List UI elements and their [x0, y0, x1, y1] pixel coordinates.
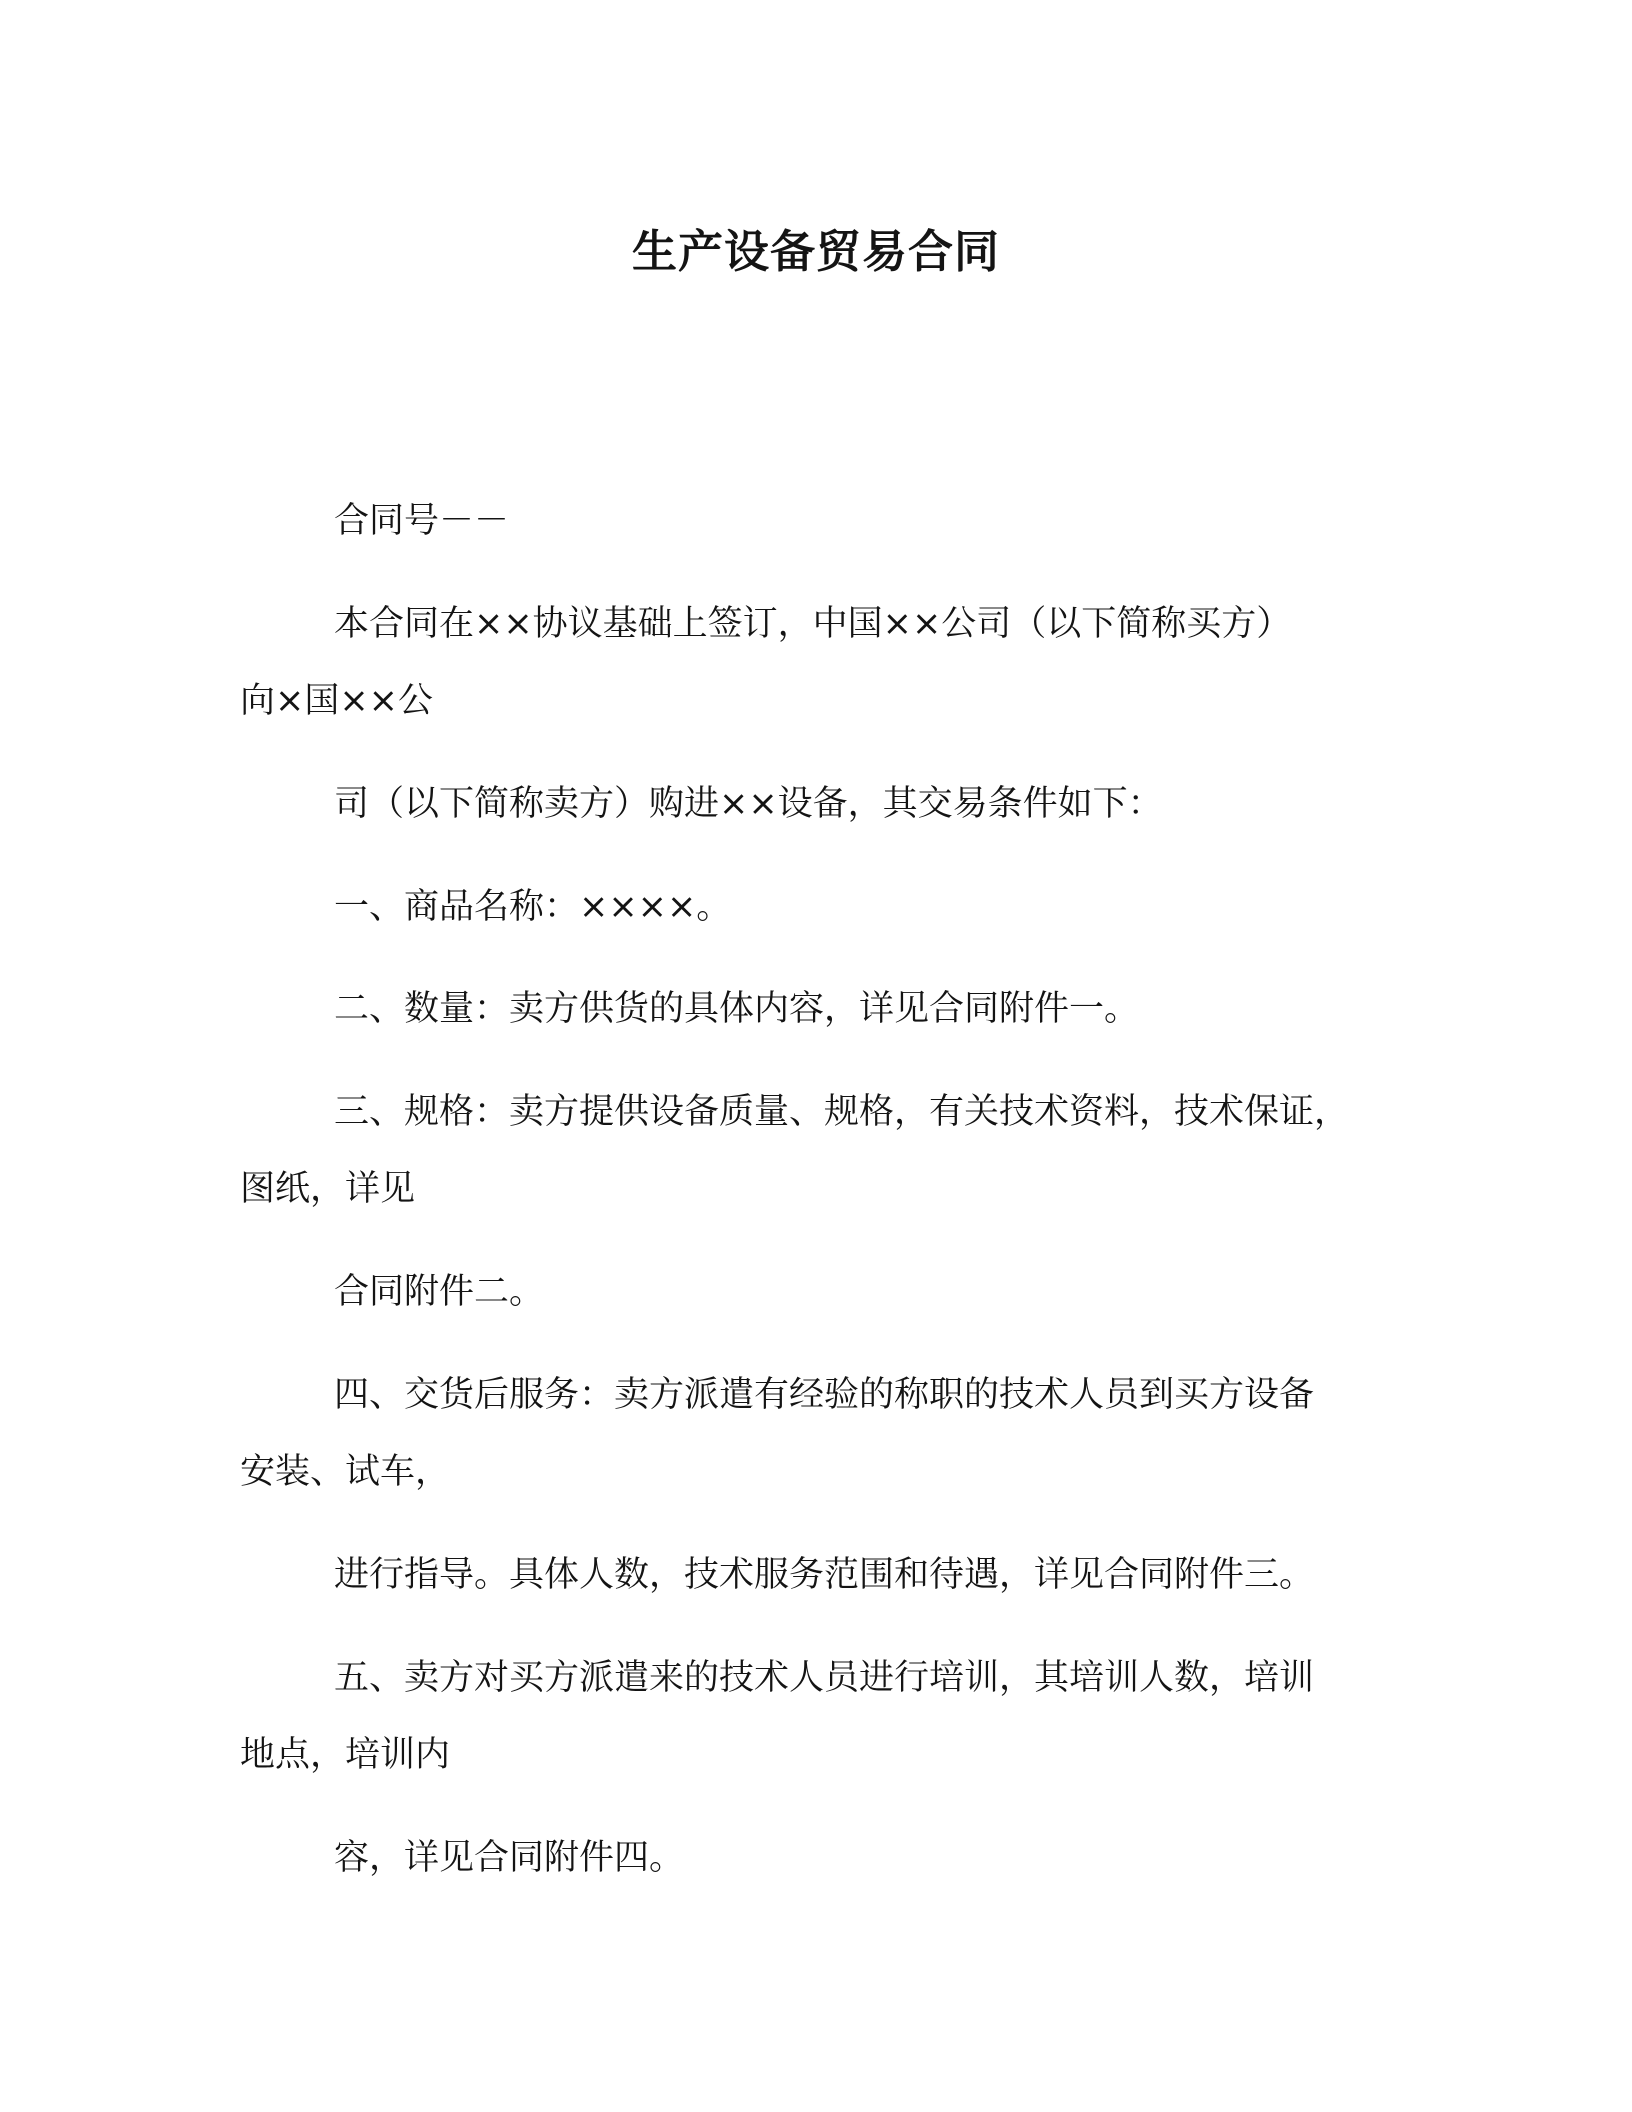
contract-title: 生产设备贸易合同 [631, 225, 1000, 278]
preamble-line-2: 向×国××公 [240, 681, 433, 721]
clause-3-line-2: 图纸，详见 [240, 1169, 416, 1209]
preamble-line-1: 本合同在××协议基础上签订，中国××公司（以下简称买方） [334, 604, 1292, 644]
clause-5-line-2: 地点，培训内 [240, 1735, 451, 1775]
clause-4-line-2: 安装、试车， [240, 1452, 451, 1492]
clause-4-line-1: 四、交货后服务：卖方派遣有经验的称职的技术人员到买方设备 [334, 1375, 1315, 1415]
clause-5-line-3: 容，详见合同附件四。 [334, 1838, 685, 1878]
clause-3-line-1: 三、规格：卖方提供设备质量、规格，有关技术资料，技术保证， [334, 1092, 1350, 1132]
clause-1-line: 一、商品名称：××××。 [334, 887, 732, 927]
clause-3-line-3: 合同附件二。 [334, 1272, 545, 1312]
clause-4-line-3: 进行指导。具体人数，技术服务范围和待遇，详见合同附件三。 [334, 1555, 1315, 1595]
preamble-line-3: 司（以下简称卖方）购进××设备，其交易条件如下： [334, 784, 1163, 824]
clause-5-line-1: 五、卖方对买方派遣来的技术人员进行培训，其培训人数，培训 [334, 1658, 1315, 1698]
clause-2-line: 二、数量：卖方供货的具体内容，详见合同附件一。 [334, 989, 1140, 1029]
contract-number-line: 合同号－－ [334, 501, 510, 541]
